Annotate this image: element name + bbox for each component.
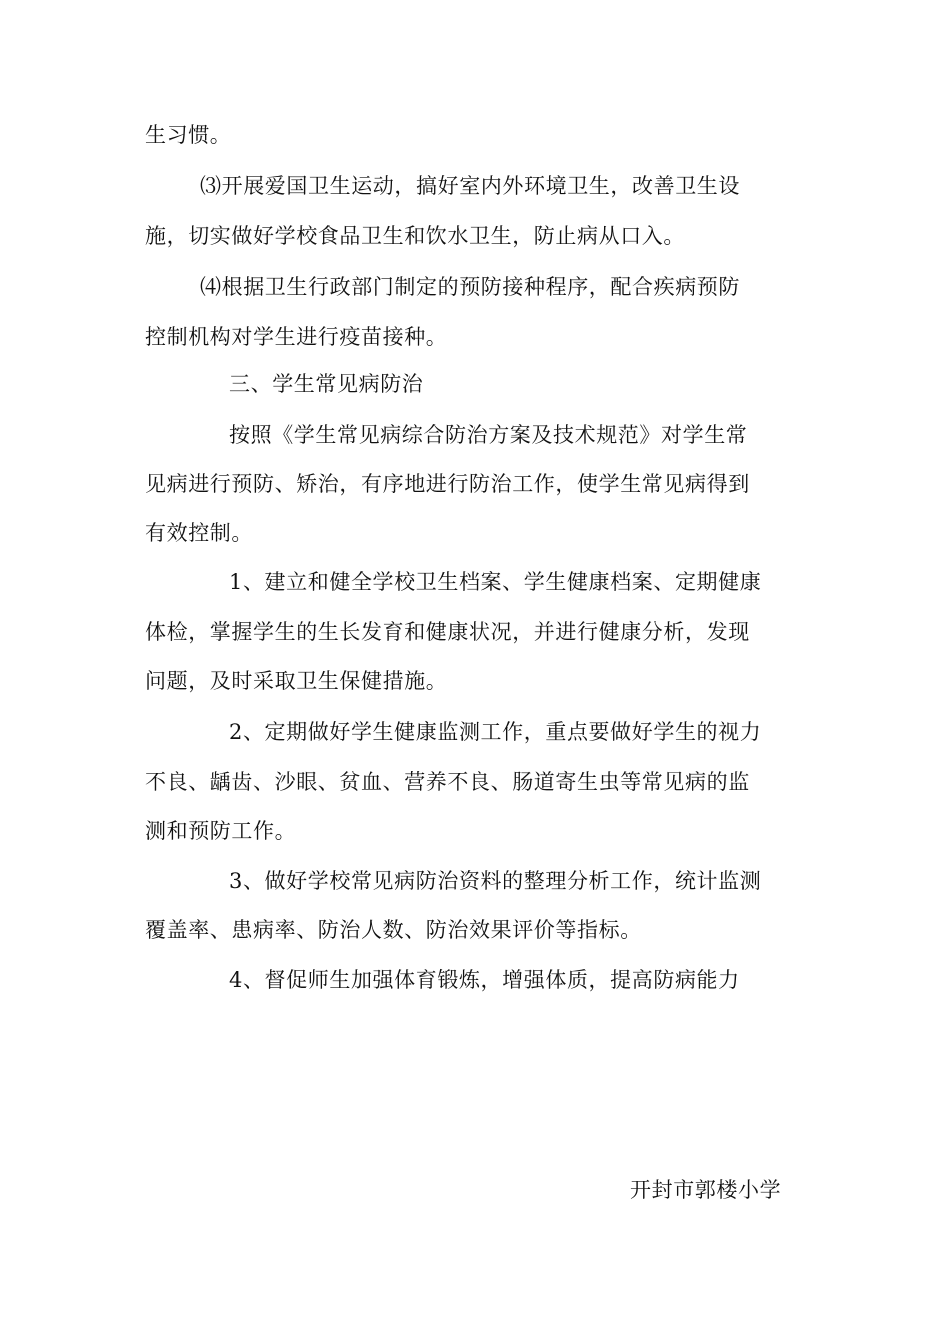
signature: 开封市郭楼小学: [630, 1178, 782, 1202]
text-line: 测和预防工作。: [145, 819, 297, 843]
text-line: 覆盖率、患病率、防治人数、防治效果评价等指标。: [145, 918, 642, 942]
text-line: ⑶开展爱国卫生运动，搞好室内外环境卫生，改善卫生设: [200, 174, 740, 198]
text-line: 体检，掌握学生的生长发育和健康状况，并进行健康分析，发现: [145, 620, 750, 644]
section-heading: 三、学生常见病防治: [229, 372, 424, 396]
text-line: 1、建立和健全学校卫生档案、学生健康档案、定期健康: [229, 570, 762, 594]
text-line: 按照《学生常见病综合防治方案及技术规范》对学生常: [229, 423, 748, 447]
text-line: 3、做好学校常见病防治资料的整理分析工作，统计监测: [229, 869, 762, 893]
text-line: 生习惯。: [145, 123, 232, 147]
text-line: 4、督促师生加强体育锻炼，增强体质，提高防病能力: [229, 968, 740, 992]
text-line: 2、定期做好学生健康监测工作，重点要做好学生的视力: [229, 720, 762, 744]
text-line: 施，切实做好学校食品卫生和饮水卫生，防止病从口入。: [145, 224, 685, 248]
text-line: 问题，及时采取卫生保健措施。: [145, 669, 448, 693]
text-line: 见病进行预防、矫治，有序地进行防治工作，使学生常见病得到: [145, 472, 750, 496]
text-line: ⑷根据卫生行政部门制定的预防接种程序，配合疾病预防: [200, 275, 740, 299]
text-line: 有效控制。: [145, 521, 253, 545]
text-line: 控制机构对学生进行疫苗接种。: [145, 325, 448, 349]
text-line: 不良、龋齿、沙眼、贫血、营养不良、肠道寄生虫等常见病的监: [145, 770, 750, 794]
